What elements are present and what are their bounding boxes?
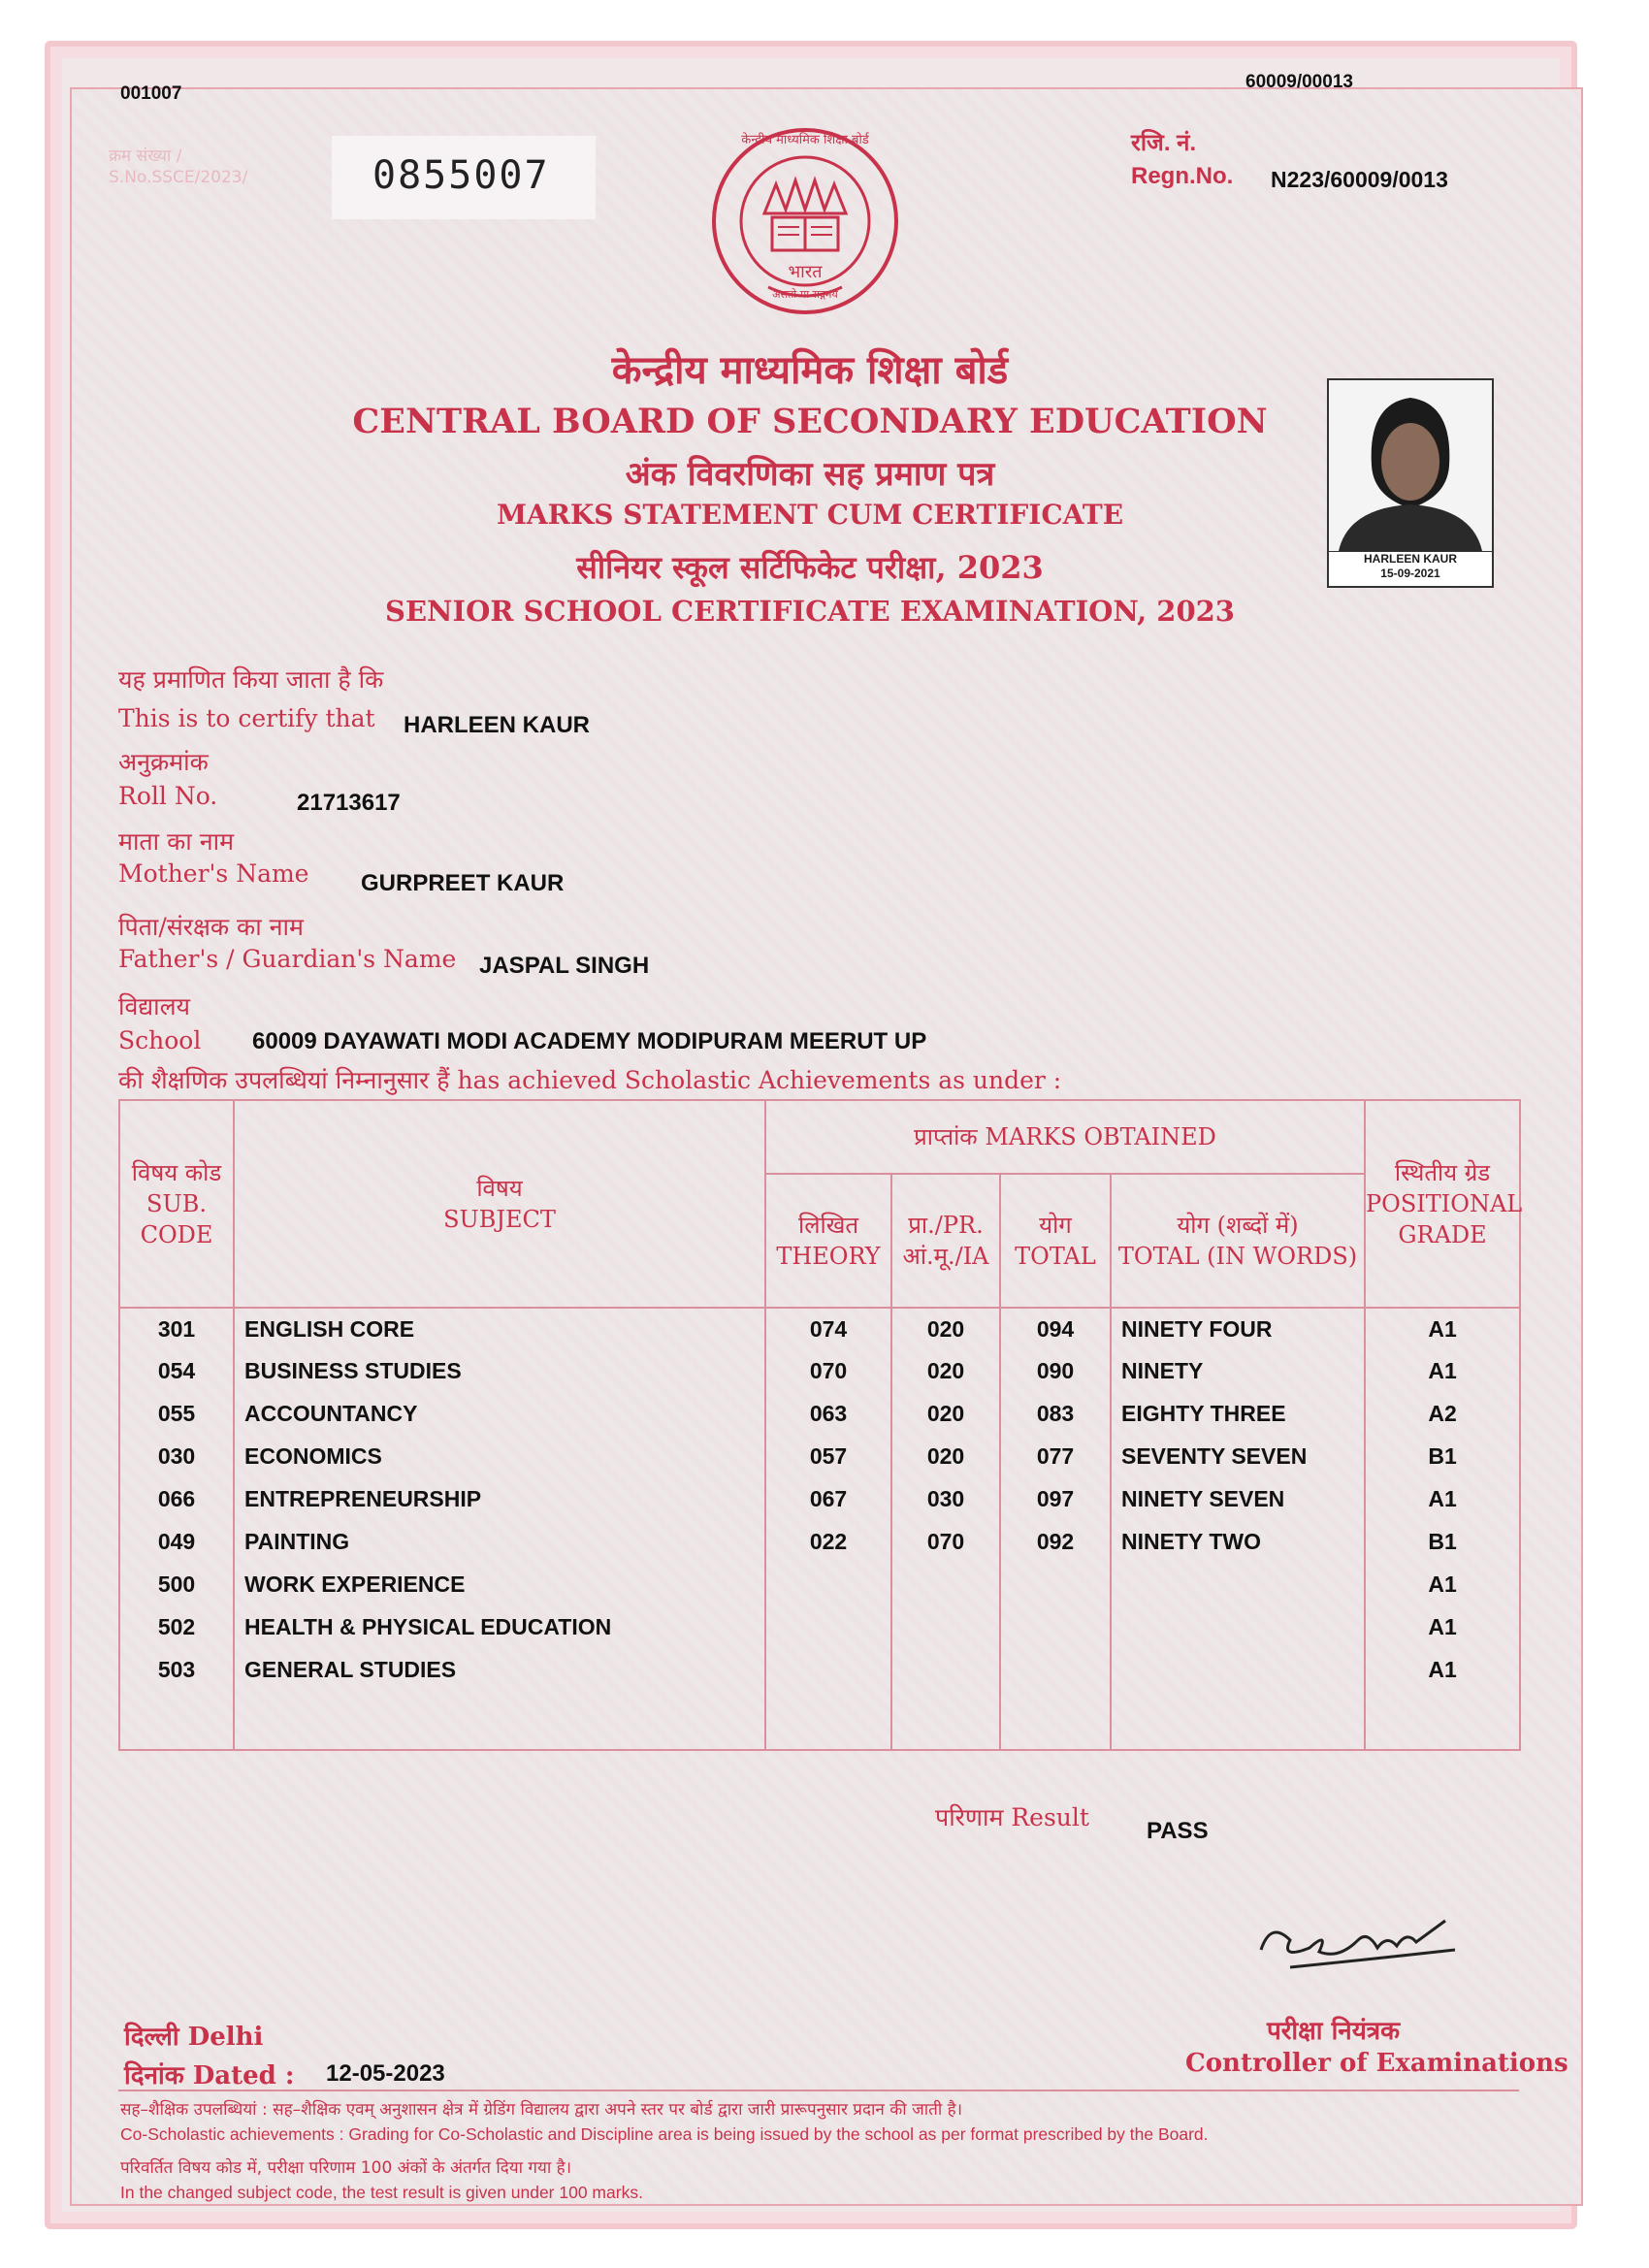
table-header-row-1 [119,1100,1520,1174]
cell-total: 090 [1000,1350,1111,1393]
header-total-words: योग (शब्दों में) TOTAL (IN WORDS) [1111,1174,1365,1308]
cell-code: 503 [119,1649,234,1692]
table-row [119,1564,1520,1606]
table-row [119,1350,1520,1393]
cell-theory: 067 [765,1478,891,1521]
cell-words: EIGHTY THREE [1111,1393,1365,1436]
roll-hi: अनुक्रमांक [118,748,209,776]
roll-en: Roll No. [118,782,218,810]
certify-hi: यह प्रमाणित किया जाता है कि [118,665,384,694]
cell-subject: ENGLISH CORE [234,1308,765,1350]
emblem-bharat: भारत [788,262,823,282]
cell-theory: 063 [765,1393,891,1436]
photo-caption-name: HARLEEN KAUR [1364,552,1457,566]
mother-en: Mother's Name [118,859,309,888]
father-en: Father's / Guardian's Name [118,945,457,973]
cell-code: 030 [119,1436,234,1478]
cell-code: 502 [119,1606,234,1649]
cell-grade: A1 [1365,1564,1520,1606]
cell-words: NINETY FOUR [1111,1308,1365,1350]
cell-total [1000,1649,1111,1692]
cell-code: 054 [119,1350,234,1393]
cell-theory [765,1606,891,1649]
student-name: HARLEEN KAUR [404,712,590,738]
cell-grade: A1 [1365,1478,1520,1521]
controller-signature-icon [1251,1892,1465,1989]
father-hi: पिता/संरक्षक का नाम [118,913,304,941]
cell-pr: 020 [891,1350,1000,1393]
table-row [119,1393,1520,1436]
place-label: दिल्ली Delhi [124,2023,264,2052]
achieved-line: की शैक्षणिक उपलब्धियां निम्नानुसार हैं has achieved Scholastic Achievements as under : [118,1066,1062,1094]
cell-subject: PAINTING [234,1521,765,1564]
footer-divider [118,2090,1519,2091]
sno-label [109,146,247,188]
cell-code: 500 [119,1564,234,1606]
mother-value: GURPREET KAUR [361,870,565,896]
filler-cell [119,1692,234,1750]
note2-hi: परिवर्तित विषय कोड में, परीक्षा परिणाम 100 अंकों के अंतर्गत दिया गया है। [120,2158,572,2178]
cell-total [1000,1606,1111,1649]
table-row [119,1649,1520,1692]
doc-title-hi: अंक विवरणिका सह प्रमाण पत्र [625,455,995,494]
cell-total: 097 [1000,1478,1111,1521]
sno-value: 0855007 [372,153,550,198]
header-theory: लिखित THEORY [765,1174,891,1308]
school-hi: विद्यालय [118,992,191,1021]
cell-words [1111,1564,1365,1606]
cell-words: NINETY TWO [1111,1521,1365,1564]
cell-words: NINETY [1111,1350,1365,1393]
cell-total [1000,1564,1111,1606]
table-row [119,1606,1520,1649]
photo-caption-date: 15-09-2021 [1380,567,1440,580]
header-sub-code: विषय कोड SUB. CODE [119,1100,234,1308]
cell-subject: GENERAL STUDIES [234,1649,765,1692]
cell-words: SEVENTY SEVEN [1111,1436,1365,1478]
header-total: योग TOTAL [1000,1174,1111,1308]
table-row [119,1436,1520,1478]
regn-label-hi: रजि. नं. [1131,130,1197,156]
note1-hi: सह–शैक्षिक उपलब्धियां : सह–शैक्षिक एवम् अनुशासन क्षेत्र में ग्रेडिंग विद्यालय द्वारा अपने स्तर पर बोर्ड द्वारा जारी प्रारूपनुसार प्रदान की जाती है। [120,2100,963,2120]
cell-grade: A1 [1365,1649,1520,1692]
cell-pr: 020 [891,1308,1000,1350]
mother-hi: माता का नाम [118,827,235,856]
cell-theory: 070 [765,1350,891,1393]
cell-code: 301 [119,1308,234,1350]
cell-grade: B1 [1365,1521,1520,1564]
cell-code: 049 [119,1521,234,1564]
exam-title-en: SENIOR SCHOOL CERTIFICATE EXAMINATION, 2023 [385,595,1235,628]
sno-label-en: S.No.SSCE/2023/ [109,168,248,187]
filler-cell [891,1692,1000,1750]
cell-total: 083 [1000,1393,1111,1436]
controller-en: Controller of Examinations [1185,2049,1568,2078]
doc-title-en: MARKS STATEMENT CUM CERTIFICATE [496,499,1124,531]
exam-title-hi: सीनियर स्कूल सर्टिफिकेट परीक्षा, 2023 [576,549,1044,586]
cell-theory [765,1564,891,1606]
header-marks-obtained: प्राप्तांक MARKS OBTAINED [765,1100,1365,1174]
header-subject: विषय SUBJECT [234,1100,765,1308]
school-en: School [118,1026,202,1054]
cell-code: 066 [119,1478,234,1521]
cell-subject: HEALTH & PHYSICAL EDUCATION [234,1606,765,1649]
cell-theory: 057 [765,1436,891,1478]
result-value: PASS [1147,1818,1209,1844]
cell-pr [891,1564,1000,1606]
filler-cell [1000,1692,1111,1750]
serial-right: 60009/00013 [1245,72,1353,92]
board-name-en: CENTRAL BOARD OF SECONDARY EDUCATION [352,402,1268,441]
cell-theory: 074 [765,1308,891,1350]
sno-label-hi: क्रम संख्या / [109,146,182,166]
regn-value: N223/60009/0013 [1271,167,1448,192]
emblem-ring-text: केन्द्रीय माध्यमिक शिक्षा बोर्ड [741,133,869,147]
cell-subject: BUSINESS STUDIES [234,1350,765,1393]
roll-value: 21713617 [297,790,401,816]
note2-en: In the changed subject code, the test result is given under 100 marks. [120,2183,643,2202]
cell-pr [891,1649,1000,1692]
marks-table-body [119,1308,1520,1750]
cell-theory [765,1649,891,1692]
cell-code: 055 [119,1393,234,1436]
cell-grade: A1 [1365,1308,1520,1350]
cell-grade: A1 [1365,1606,1520,1649]
serial-left: 001007 [120,83,182,104]
cell-total: 094 [1000,1308,1111,1350]
controller-hi: परीक्षा नियंत्रक [1267,2017,1401,2046]
filler-cell [1111,1692,1365,1750]
cell-subject: WORK EXPERIENCE [234,1564,765,1606]
cell-grade: B1 [1365,1436,1520,1478]
cell-pr: 030 [891,1478,1000,1521]
cell-total: 077 [1000,1436,1111,1478]
header-grade: स्थितीय ग्रेड POSITIONAL GRADE [1365,1100,1520,1308]
cell-subject: ACCOUNTANCY [234,1393,765,1436]
filler-cell [1365,1692,1520,1750]
cell-words: NINETY SEVEN [1111,1478,1365,1521]
cell-words [1111,1606,1365,1649]
filler-cell [765,1692,891,1750]
cbse-emblem [708,124,902,318]
student-photo [1327,378,1494,588]
cell-pr: 070 [891,1521,1000,1564]
result-label: परिणाम Result [935,1803,1089,1831]
cell-subject: ECONOMICS [234,1436,765,1478]
table-filler-row [119,1692,1520,1750]
cell-subject: ENTREPRENEURSHIP [234,1478,765,1521]
cell-pr: 020 [891,1436,1000,1478]
cell-words [1111,1649,1365,1692]
table-row [119,1478,1520,1521]
dated-value: 12-05-2023 [326,2060,445,2087]
cell-total: 092 [1000,1521,1111,1564]
emblem-motto: असतो मा सद्गमय [772,288,838,301]
cell-pr: 020 [891,1393,1000,1436]
marks-table [118,1099,1521,1751]
father-value: JASPAL SINGH [479,953,650,979]
regn-label-en: Regn.No. [1131,163,1234,189]
certify-en: This is to certify that [118,704,375,732]
dated-label: दिनांक Dated : [124,2061,295,2090]
board-name-hi: केन्द्रीय माध्यमिक शिक्षा बोर्ड [611,347,1009,393]
cell-pr [891,1606,1000,1649]
note1-en: Co-Scholastic achievements : Grading for Co-Scholastic and Discipline area is being issued by the school as per format prescribed by the Board. [120,2124,1209,2144]
student-photo-portrait-icon [1329,380,1492,551]
cell-theory: 022 [765,1521,891,1564]
table-row [119,1308,1520,1350]
cell-grade: A1 [1365,1350,1520,1393]
school-value: 60009 DAYAWATI MODI ACADEMY MODIPURAM MEERUT UP [252,1028,927,1054]
filler-cell [234,1692,765,1750]
table-row [119,1521,1520,1564]
header-pr-ia: प्रा./PR. आं.मू./IA [891,1174,1000,1308]
cell-grade: A2 [1365,1393,1520,1436]
